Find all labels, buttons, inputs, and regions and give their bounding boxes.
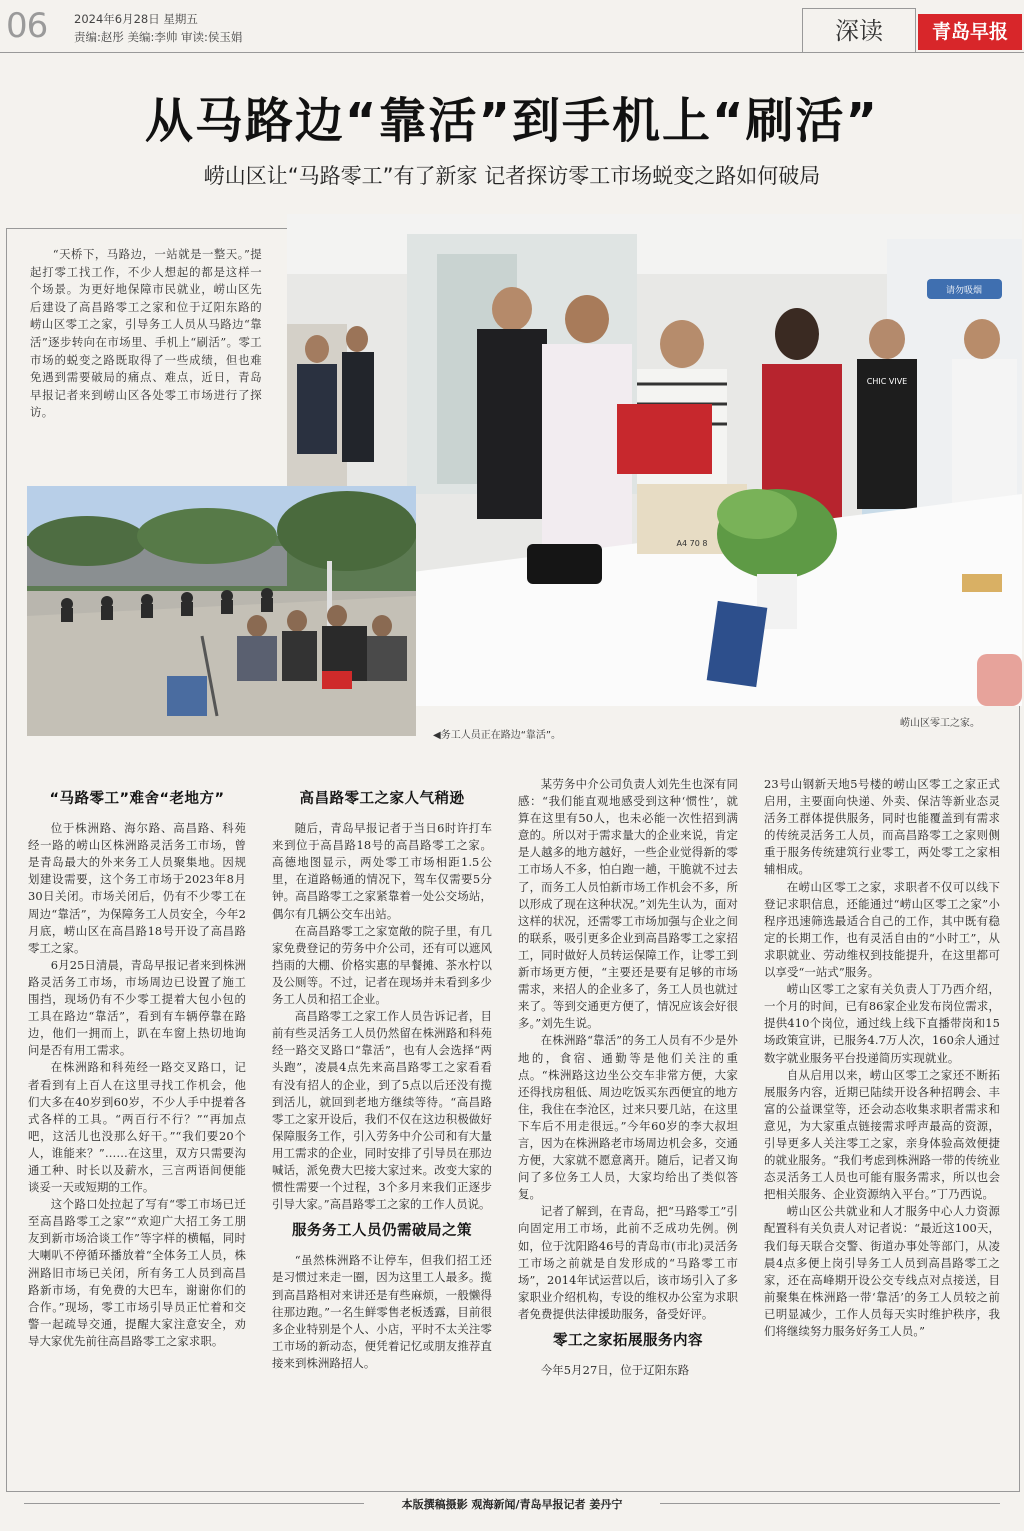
office-photo-caption: 崂山区零工之家。 xyxy=(900,718,980,729)
subheadline: 崂山区让“马路零工”有了新家 记者探访零工市场蜕变之路如何破局 xyxy=(203,164,821,188)
body-paragraph: 这个路口处拉起了写有“零工市场已迁至高昌路零工之家”“欢迎广大招工务工朋友到新市场洽谈工作”等字样的横幅，同时大喇叭不停循环播放着“全体务工人员，株洲路旧市场已关闭，所有务工人员到高昌路新市场，有免费的大巴车，谢谢你们的合作。”现场，零工市场引导员正忙着和交警一起疏导交通，提醒大家注意安全，劝导大家优先前往高昌路零工之家求职。 xyxy=(28,1197,246,1348)
section-label: 深读 xyxy=(802,8,916,53)
body-paragraph: 位于株洲路、海尔路、高昌路、科苑经一路的崂山区株洲路灵活务工市场，曾是青岛最大的外来务工人员聚集地。因规划建设需要，这个务工市场于2023年8月30日关闭。市场关闭后，仍有不少零工在周边“靠活”，为保障务工人员安全，今年2月底，崂山区在高昌路18号开设了高昌路零工之家。 xyxy=(28,821,246,955)
street-photo-caption: ◀务工人员正在路边“靠活”。 xyxy=(433,730,562,741)
body-paragraph: 崂山区零工之家有关负责人丁乃西介绍，一个月的时间，已有86家企业发布岗位需求，提供410个岗位，通过线上线下直播带岗和15场政策宣讲，已服务4.7万人次，160余人通过数字就业服务平台投递简历实现就业。 xyxy=(764,982,1000,1065)
body-paragraph: 在株洲路和科苑经一路交叉路口，记者看到有上百人在这里寻找工作机会，他们大多在40岁到60岁，不少人手中提着各式各样的工具。“两百行不行？”“再加点吧，这活儿也没那么好干。”“我们要20个人，谁能来？”……在这里，双方只需要沟通工种、时长以及薪水，三言两语间便能谈妥一天或短期的工作。 xyxy=(28,1060,246,1195)
body-paragraph: 某劳务中介公司负责人刘先生也深有同感：“我们能直观地感受到这种‘惯性’，就算在这里有50人，也未必能一次性招到满意的。所以对于需求量大的企业来说，肯定是人越多的地方越好，一些企业觉得新的零工市场人不多，怕白跑一趟，干脆就不过去了，而务工人员怕新市场工作机会不多，所以形成了现在这种状况。”刘先生认为，面对这样的状况，还需零工市场加强与企业之间的联系，吸引更多企业到高昌路零工之家招工，同时做好人员转运保障工作，让零工到新市场更方便，“主要还是要有足够的市场需求，来招人的企业多了，务工人员也就过来了。等到交通更方便了，情况应该会好很多。”刘先生说。 xyxy=(518,777,738,1031)
body-paragraph: “虽然株洲路不让停车，但我们招工还是习惯过来走一圈，因为这里工人最多。揽到高昌路相对来讲还是有些麻烦，一般懒得往那边跑。”一名生鲜零售老板透露，目前很多企业特别是个人、小店，平时不太关注零工市场的新动态，便凭着记忆或朋友推荐直接来到株洲路招人。 xyxy=(272,1253,492,1370)
body-paragraph: 今年5月27日，位于辽阳东路 xyxy=(540,1363,690,1378)
body-paragraph: 记者了解到，在青岛，把“马路零工”引向固定用工市场，此前不乏成功先例。例如，位于沈阳路46号的青岛市(市北)灵活务工市场之前就是自发形成的“马路零工市场”，2014年试运营以后，该市场引入了多家职业介绍机构，专设的维权办公室为求职者免费提供法律援助服务，备受好评。 xyxy=(518,1204,738,1321)
body-paragraph: 23号山钢新天地5号楼的崂山区零工之家正式启用，主要面向快递、外卖、保洁等新业态灵活务工群体提供服务，同时也能覆盖到有需求的传统灵活务工人员，而高昌路零工之家则侧重于服务传统建筑行业零工，两处零工之家相辅相成。 xyxy=(764,777,1000,877)
page-number: 06 xyxy=(6,6,48,46)
section-heading: 零工之家拓展服务内容 xyxy=(553,1333,703,1349)
body-paragraph: 随后，青岛早报记者于当日6时许打车来到位于高昌路18号的高昌路零工之家。高德地图显示，两处零工市场相距1.5公里，在道路畅通的情况下，驾车仅需要5分钟。高昌路零工之家紧靠着一处公交场站，偶尔有几辆公交车出站。 xyxy=(272,821,492,921)
lead-paragraph: “天桥下，马路边，一站就是一整天。”提起打零工找工作，不少人想起的都是这样一个场景。为更好地保障市民就业，崂山区先后建设了高昌路零工之家和位于辽阳东路的崂山区零工之家，引导务工人员从马路边“靠活”逐步转向在市场里、手机上“刷活”。零工市场的蜕变之路既取得了一些成绩，但也难免遇到需要破局的痛点、难点，近日，青岛早报记者来到崂山区各处零工市场进行了探访。 xyxy=(30,247,262,420)
column-2 xyxy=(272,783,492,1372)
column-3 xyxy=(518,776,738,1379)
section-heading: 服务务工人员仍需破局之策 xyxy=(292,1223,472,1240)
section-heading: 高昌路零工之家人气稍逊 xyxy=(299,791,465,807)
body-paragraph: 自从启用以来，崂山区零工之家还不断拓展服务内容，近期已陆续开设各种招聘会、丰富的公益课堂等，还会动态收集求职者需求和意见，为大家重点链接需求呼声最高的资源，引导更多人关注零工之家，亲身体验高效便捷的就业服务。“我们考虑到株洲路一带的传统业态灵活务工人员也可能有服务需求，所以也会把相关服务、企业资源纳入平台。”丁乃西说。 xyxy=(764,1067,1000,1202)
body-paragraph: 崂山区公共就业和人才服务中心人力资源配置科有关负责人对记者说：“最近这100天，我们每天联合交警、街道办事处等部门，从凌晨4点多便上岗引导务工人员到高昌路零工之家，还在高峰期开设公交专线点对点接送，目前聚集在株洲路一带‘靠活’的务工人员较之前已明显减少，工作人员每天实时维护秩序，我们将继续努力服务好务工人员。” xyxy=(764,1204,1000,1338)
date-line: 2024年6月28日 星期五 xyxy=(74,12,198,26)
body-paragraph: 高昌路零工之家工作人员告诉记者，目前有些灵活务工人员仍然留在株洲路和科苑经一路交叉路口“靠活”，也有人会选择“两头跑”，凌晨4点先来高昌路零工之家看看有没有招人的企业，到了5点以后还没有揽到活儿，就回到老地方继续等待。“高昌路零工之家开设后，我们不仅在这边积极做好保障服务工作，引入劳务中介公司和有大量用工需求的企业，同时安排了引导员在那边喊话，派免费大巴接大家过来。改变大家的惯性需要一个过程，3个多月来我们正逐步引导大家。”高昌路零工之家的工作人员说。 xyxy=(272,1009,492,1212)
byline: 本版撰稿摄影 观海新闻/青岛早报记者 姜丹宁 xyxy=(401,1498,623,1511)
editors-line: 责编:赵彤 美编:李帅 审读:侯玉娟 xyxy=(74,30,243,44)
newspaper-logo: 青岛早报 xyxy=(918,14,1022,50)
column-1 xyxy=(28,783,246,1350)
column-4 xyxy=(764,776,1000,1340)
section-heading: “马路零工”难舍“老地方” xyxy=(49,791,225,807)
masthead-info xyxy=(74,10,242,46)
body-paragraph: 在株洲路“靠活”的务工人员有不少是外地的，食宿、通勤等是他们关注的重点。“株洲路这边坐公交车非常方便，大家还得找房租低、周边吃饭买东西便宜的地方住，我住在李沧区，过来只要几站，在这里下车后不用走很远。”今年60岁的李大叔坦言，因为在株洲路老市场周边机会多，交通方便，大家就不愿意离开。随后，记者又询问了多位务工人员，大家均给出了类似答复。 xyxy=(518,1033,738,1202)
body-paragraph: 在崂山区零工之家，求职者不仅可以线下登记求职信息，还能通过“崂山区零工之家”小程序迅速筛选最适合自己的工作，其中既有稳定的长期工作，也有灵活自由的“小时工”，从求职就业、劳动维权到技能提升，在这里都可以享受“一站式”服务。 xyxy=(764,879,1000,980)
body-paragraph: 6月25日清晨，青岛早报记者来到株洲路灵活务工市场，市场周边已设置了施工围挡，现场仍有不少零工提着大包小包的工具在路边“靠活”，看到有车辆停靠在路边，他们一拥而上，趴在车窗上热切地询问是否有用工需求。 xyxy=(28,957,246,1058)
no-smoking-sign: 请勿吸烟 xyxy=(945,286,983,296)
shirt-print: CHIC VIVE xyxy=(866,377,908,386)
street-photo xyxy=(27,486,416,736)
paper-box-label: A4 70 8 xyxy=(676,539,708,548)
body-paragraph: 在高昌路零工之家宽敞的院子里，有几家免费登记的劳务中介公司，还有可以遮风挡雨的大棚、价格实惠的早餐摊、茶水柠以及公厕等。不过，记者在现场并未看到多少务工人员和招工企业。 xyxy=(272,923,492,1007)
headline: 从马路边“靠活”到手机上“刷活” xyxy=(144,93,880,149)
